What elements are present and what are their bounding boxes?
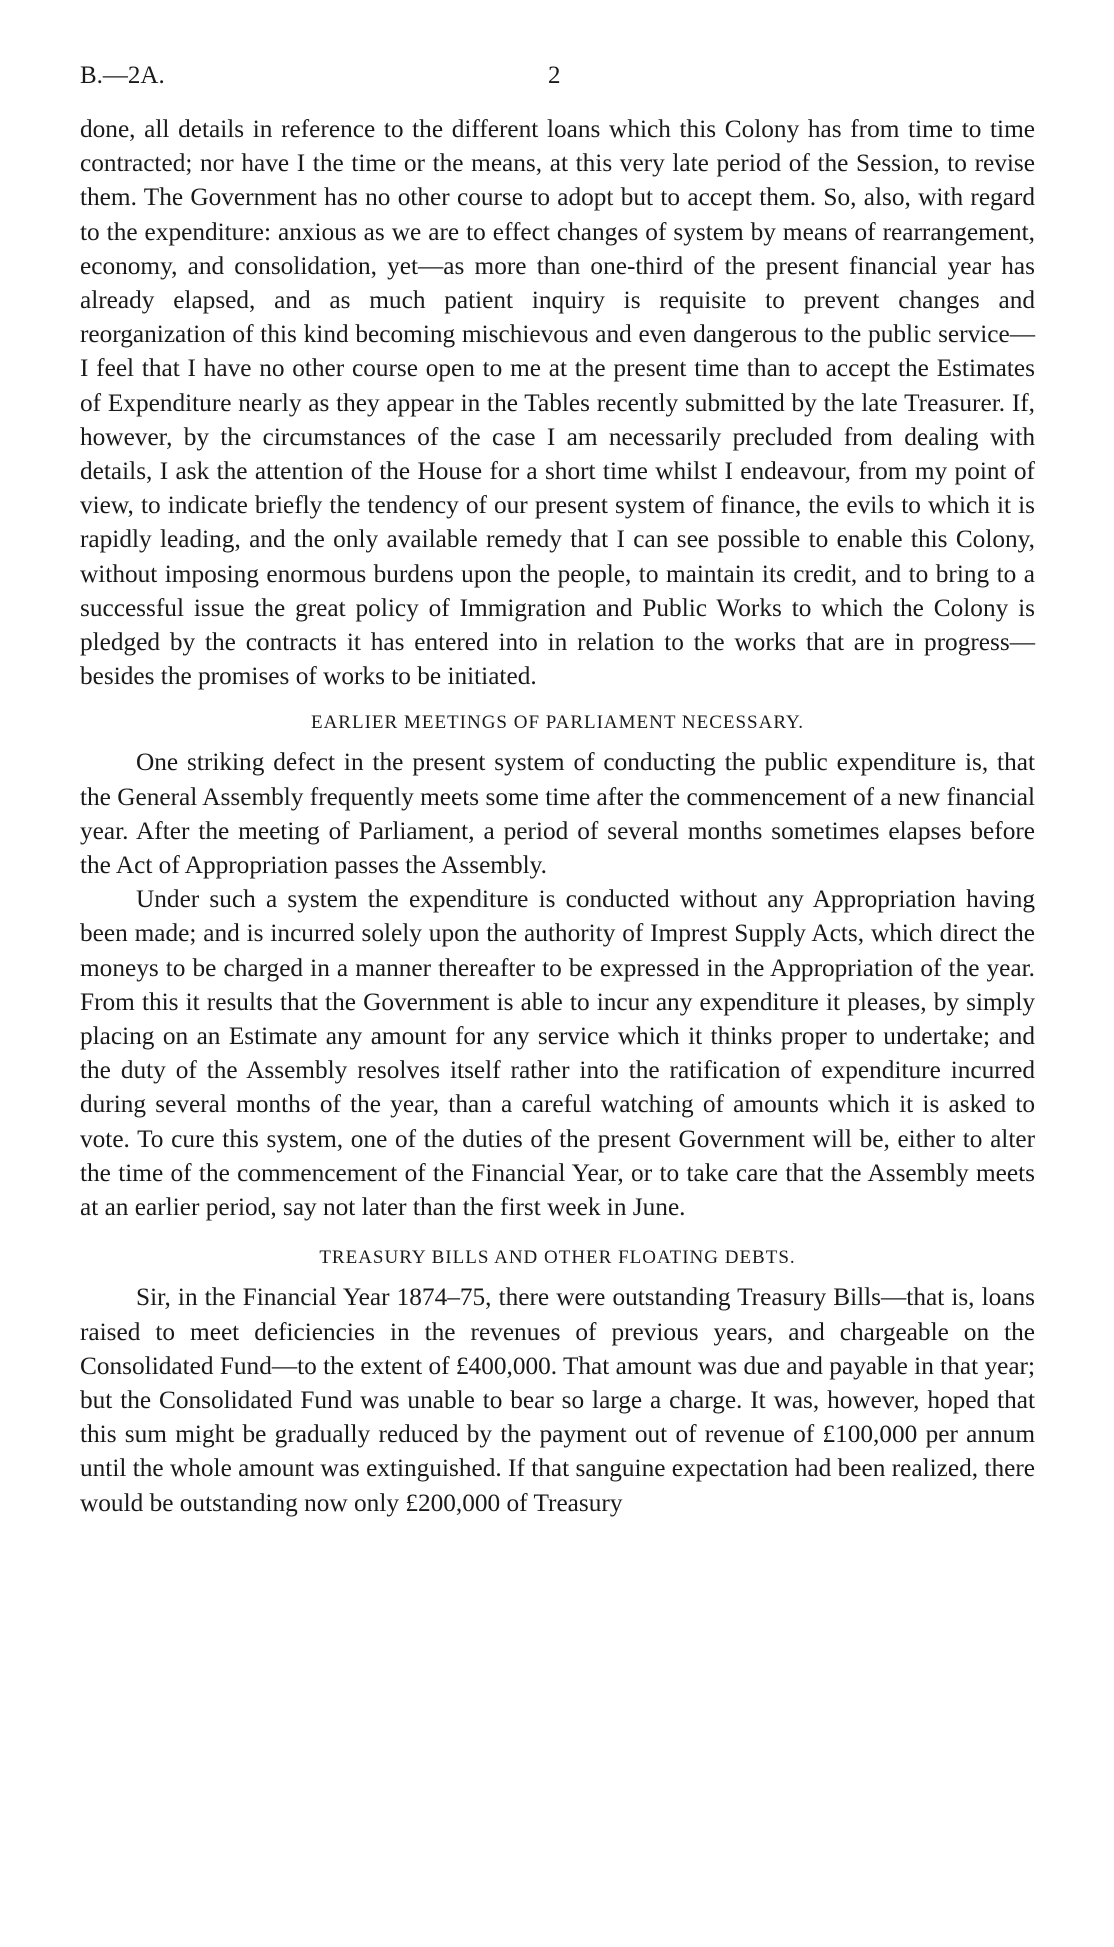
document-reference: B.—2A. — [80, 62, 165, 89]
paragraph: done, all details in reference to the different loans which this Colony has from time to time contracted; nor have I the time or the means, at this very late period of the Session, to revise them. The Government has no other course to adopt but to accept them. So, also, with regard to the expenditure: anxious as we are to effect changes of system by means of rearrangement, economy, and consolidation, yet—as more than one-third of the present financial year has already elapsed, and as much patient inquiry is requisite to prevent changes and reorganization of this kind becoming mischievous and even dangerous to the public service—I feel that I have no other course open to me at the present time than to accept the Estimates of Expenditure nearly as they appear in the Tables recently submitted by the late Treasurer. If, however, by the circumstances of the case I am necessarily precluded from dealing with details, I ask the attention of the House for a short time whilst I endeavour, from my point of view, to indicate briefly the tendency of our present system of finance, the evils to which it is rapidly leading, and the only available remedy that I can see possible to enable this Colony, without imposing enormous burdens upon the people, to maintain its credit, and to bring to a successful issue the great policy of Immigration and Public Works to which the Colony is pledged by the contracts it has entered into in relation to the works that are in progress—besides the promises of works to be initiated. — [80, 115, 1035, 691]
paragraph: Under such a system the expenditure is conducted without any Appropriation having been made; and is incurred solely upon the authority of Imprest Supply Acts, which direct the moneys to be charged in a manner thereafter to be expressed in the Appropriation of the year. From this it results that the Government is able to incur any expenditure it pleases, by simply placing on an Estimate any amount for any service which it thinks proper to undertake; and the duty of the Assembly resolves itself rather into the ratification of expenditure incurred during several months of the year, than a careful watching of amounts which it is asked to vote. To cure this system, one of the duties of the present Government will be, either to alter the time of the commencement of the Financial Year, or to take care that the Assembly meets at an earlier period, say not later than the first week in June. — [80, 885, 1035, 1222]
section-heading: TREASURY BILLS AND OTHER FLOATING DEBTS. — [319, 1247, 796, 1269]
page-header — [80, 62, 1034, 96]
section-heading: EARLIER MEETINGS OF PARLIAMENT NECESSARY. — [310, 712, 804, 734]
document-body — [80, 112, 1035, 1520]
page-number: 2 — [548, 62, 561, 89]
paragraph: Sir, in the Financial Year 1874–75, there were outstanding Treasury Bills—that is, loans raised to meet deficiencies in the revenues of previous years, and chargeable on the Consolidated Fund—to the extent of £400,000. That amount was due and payable in that year; but the Consolidated Fund was unable to bear so large a charge. It was, however, hoped that this sum might be gradually reduced by the payment out of revenue of £100,000 per annum until the whole amount was extinguished. If that sanguine expectation had been realized, there would be outstanding now only £200,000 of Treasury — [80, 1283, 1035, 1517]
paragraph: One striking defect in the present system of conducting the public expenditure is, that the General Assembly frequently meets some time after the commencement of a new financial year. After the meeting of Parliament, a period of several months sometimes elapses before the Act of Appropriation passes the Assembly. — [80, 748, 1035, 880]
